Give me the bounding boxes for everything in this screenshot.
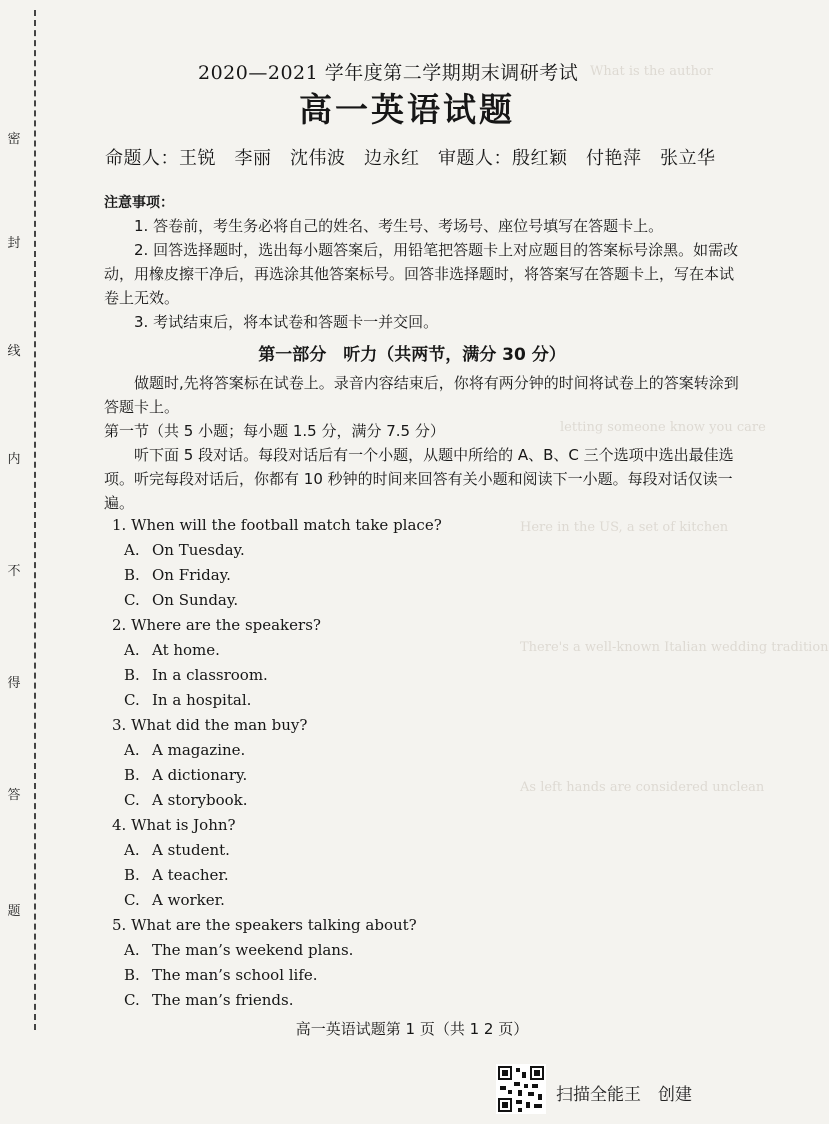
option-letter: C. bbox=[124, 691, 140, 709]
option-text: A teacher. bbox=[152, 866, 229, 884]
option-text: On Friday. bbox=[152, 566, 231, 584]
option-text: On Tuesday. bbox=[152, 541, 245, 559]
binding-char: 密 bbox=[7, 132, 21, 147]
binding-char: 内 bbox=[7, 452, 21, 467]
answer-option bbox=[124, 791, 248, 809]
note-item-3 bbox=[104, 310, 744, 334]
part1-intro-text: 做题时,先将答案标在试卷上。录音内容结束后，你将有两分钟的时间将试卷上的答案转涂到答题卡上。 bbox=[104, 374, 739, 416]
option-letter: B. bbox=[124, 866, 140, 884]
section1-title: 第一节（共 5 小题；每小题 1.5 分，满分 7.5 分） bbox=[104, 422, 445, 440]
question-stem: 5. What are the speakers talking about? bbox=[112, 916, 417, 934]
binding-char: 答 bbox=[7, 788, 21, 803]
notes-title: 注意事项： bbox=[104, 195, 174, 211]
note-item-3-text: 3. 考试结束后，将本试卷和答题卡一并交回。 bbox=[134, 313, 439, 331]
option-text: At home. bbox=[152, 641, 220, 659]
note-item-2-text: 2. 回答选择题时，选出每小题答案后，用铅笔把答题卡上对应题目的答案标号涂黑。如需改动，用橡皮擦干净后，再选涂其他答案标号。回答非选择题时，将答案写在答题卡上，写在本试卷上无效。 bbox=[104, 241, 739, 307]
binding-dashed-line bbox=[34, 10, 36, 1030]
option-text: In a classroom. bbox=[152, 666, 268, 684]
option-text: A storybook. bbox=[152, 791, 248, 809]
note-item-1-text: 1. 答卷前，考生务必将自己的姓名、考生号、考场号、座位号填写在答题卡上。 bbox=[134, 217, 664, 235]
part1-title: 第一部分 听力（共两节，满分 30 分） bbox=[258, 345, 566, 365]
question-stem: 4. What is John? bbox=[112, 816, 236, 834]
answer-option bbox=[124, 641, 220, 659]
answer-option bbox=[124, 541, 245, 559]
answer-option bbox=[124, 566, 231, 584]
answer-option bbox=[124, 991, 294, 1009]
option-letter: B. bbox=[124, 766, 140, 784]
option-text: A student. bbox=[152, 841, 230, 859]
option-text: A dictionary. bbox=[152, 766, 248, 784]
option-letter: B. bbox=[124, 566, 140, 584]
answer-option bbox=[124, 591, 238, 609]
option-letter: C. bbox=[124, 591, 140, 609]
binding-char: 题 bbox=[7, 904, 21, 919]
answer-option bbox=[124, 666, 268, 684]
section1-intro bbox=[104, 443, 744, 515]
binding-char: 不 bbox=[7, 564, 21, 579]
option-letter: A. bbox=[124, 841, 140, 859]
option-text: On Sunday. bbox=[152, 591, 239, 609]
qr-code-icon bbox=[496, 1064, 546, 1114]
option-text: A worker. bbox=[152, 891, 225, 909]
answer-option bbox=[124, 866, 229, 884]
question-stem: 3. What did the man buy? bbox=[112, 716, 308, 734]
option-letter: C. bbox=[124, 791, 140, 809]
note-item-1 bbox=[104, 214, 744, 238]
authors-line: 命题人：王锐 李丽 沈伟波 边永红 审题人：殷红颖 付艳萍 张立华 bbox=[105, 148, 716, 169]
paper-title: 高一英语试题 bbox=[299, 90, 515, 129]
binding-char: 线 bbox=[7, 344, 21, 359]
exam-title: 2020—2021 学年度第二学期期末调研考试 bbox=[198, 62, 579, 84]
option-letter: A. bbox=[124, 741, 140, 759]
answer-option bbox=[124, 741, 245, 759]
answer-option bbox=[124, 766, 247, 784]
option-text: The man’s weekend plans. bbox=[152, 941, 354, 959]
answer-option bbox=[124, 841, 230, 859]
binding-char: 封 bbox=[7, 236, 21, 251]
answer-option bbox=[124, 691, 251, 709]
option-letter: A. bbox=[124, 541, 140, 559]
option-text: The man’s school life. bbox=[152, 966, 318, 984]
binding-char: 得 bbox=[7, 676, 21, 691]
option-letter: A. bbox=[124, 641, 140, 659]
option-letter: B. bbox=[124, 666, 140, 684]
note-item-2 bbox=[104, 238, 744, 310]
answer-option bbox=[124, 941, 353, 959]
question-stem: 2. Where are the speakers? bbox=[112, 616, 321, 634]
scanner-watermark-label: 扫描全能王 创建 bbox=[556, 1085, 692, 1105]
option-letter: B. bbox=[124, 966, 140, 984]
answer-option bbox=[124, 891, 225, 909]
answer-option bbox=[124, 966, 318, 984]
page-footer: 高一英语试题第 1 页（共 1 2 页） bbox=[295, 1020, 529, 1038]
question-stem: 1. When will the football match take place? bbox=[112, 516, 442, 534]
option-letter: A. bbox=[124, 941, 140, 959]
exam-page: What is the author letting someone know you care Here in the US, a set of kitchen There's a well-known Italian wedding tradition As left hands are considered unclean 密 封 线 内 不 得 答 题 2020—2021 学年度第二学期期末调研考试 高一英语试题 命题人：王锐 李丽 沈伟波 边永红 审题人：殷红颖 付艳萍 张立华 注意事项： 1. 答卷前，考生务必将自己的姓名、考生号、考场号、座位号填写在答题卡上。 2. 回答选择题时，选出每小题答案后，用铅笔把答题卡上对应题目的答案标号涂黑。如需改动，用橡皮擦干净后，再选涂其他答案标号。回答非选择题时，将答案写在答题卡上，写在本试卷上无效。 3. 考试结束后，将本试卷和答题卡一并交回。 第一部分 听力（共两节，满分 30 分） 做题时,先将答案标在试卷上。录音内容结束后，你将有两分钟的时间将试卷上的答案转涂到答题卡上。 第一节（共 5 小题；每小题 1.5 分，满分 7.5 分） 听下面 5 段对话。每段对话后有一个小题，从题中所给的 A、B、C 三个选项中选出最佳选项。听完每段对话后，你都有 10 秒钟的时间来回答有关小题和阅读下一小题。每段对话仅读一遍。 1. When will the football match take place? A. On Tuesday. B. On Friday. C. On Sunday. 2. Where are the speakers? A. At home. B. In a classroom. C. In a hospital. 3. What did the man buy? A. A magazine. B. A dictionary. C. A storybook. 4. What is John? A. A student. B. A teacher. C. A worker. 5. What are the speakers talking about? A. The man’s weekend plans. B. The man’s school life. C. The man’s friends. 高一英语试题第 1 页（共 1 2 页） 扫描全能王 创建 bbox=[0, 0, 794, 1124]
option-text: The man’s friends. bbox=[152, 991, 294, 1009]
section1-intro-text: 听下面 5 段对话。每段对话后有一个小题，从题中所给的 A、B、C 三个选项中选出最佳选项。听完每段对话后，你都有 10 秒钟的时间来回答有关小题和阅读下一小题。每段对话仅读一遍。 bbox=[104, 446, 734, 512]
option-text: In a hospital. bbox=[152, 691, 252, 709]
option-text: A magazine. bbox=[152, 741, 246, 759]
part1-intro bbox=[104, 371, 744, 419]
option-letter: C. bbox=[124, 991, 140, 1009]
option-letter: C. bbox=[124, 891, 140, 909]
